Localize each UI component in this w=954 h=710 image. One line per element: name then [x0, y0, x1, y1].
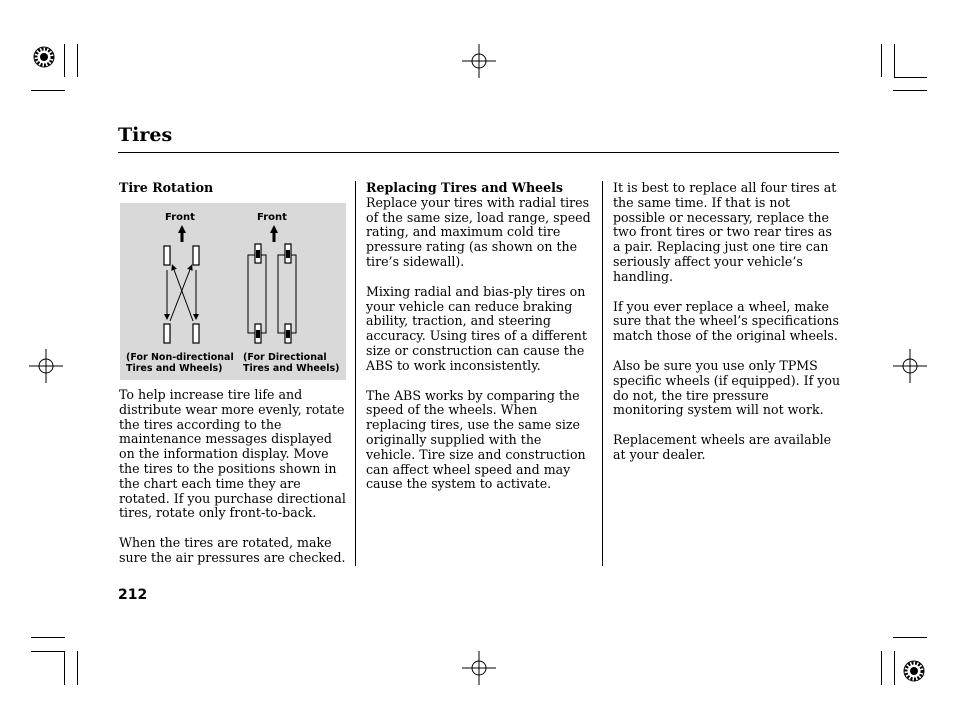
tire-icon [164, 246, 170, 265]
column-tire-rotation-text [119, 388, 347, 581]
tire-icon [164, 324, 170, 343]
front-label: Front [257, 212, 287, 223]
front-arrow-icon [178, 225, 186, 242]
column-tire-rotation [119, 181, 347, 196]
column-divider [355, 181, 356, 566]
section-heading: Replacing Tires and Wheels [366, 180, 564, 195]
crosshair-icon [29, 349, 63, 383]
diagram-caption: Tires and Wheels) [243, 363, 340, 374]
registration-wheel-icon [34, 47, 54, 67]
tire-icon [193, 324, 199, 343]
column-divider [602, 181, 603, 566]
rotation-loops-directional [248, 255, 296, 333]
column-replacing-tires [366, 181, 594, 507]
front-label: Front [165, 212, 195, 223]
paragraph: It is best to replace all four tires at the same time. If that is not possible or necessary, replace the two front tires or two rear tires as a pair. Replacing just one tire can seriously affect your vehicle’s handling. [613, 180, 837, 284]
tire-rotation-diagram [120, 203, 346, 380]
tire-set-directional [255, 244, 291, 343]
page-number: 212 [118, 587, 148, 603]
crosshair-icon [462, 651, 496, 685]
tire-rotation-chart [120, 203, 346, 380]
tire-icon [193, 246, 199, 265]
diagram-caption: (For Directional [243, 352, 327, 363]
tire-set-nondirectional [164, 246, 199, 343]
page-title: Tires [118, 124, 173, 146]
paragraph: When the tires are rotated, make sure the air pressures are checked. [119, 535, 346, 565]
paragraph: Also be sure you use only TPMS specific wheels (if equipped). If you do not, the tire pressure monitoring system will not work. [613, 357, 841, 418]
paragraph: The ABS works by comparing the speed of the wheels. When replacing tires, use the same size originally supplied with the vehicle. Tire size and construction can affect wheel speed and may cause the system to activate. [366, 387, 586, 492]
front-arrow-icon [270, 225, 278, 242]
crosshair-icon [893, 349, 927, 383]
registration-wheel-icon [904, 661, 924, 681]
diagram-caption: (For Non-directional [126, 352, 234, 363]
paragraph: To help increase tire life and distribute wear more evenly, rotate the tires according to the maintenance messages displayed on the information display. Move the tires to the positions shown in the chart each time they are rotated. If you purchase directional tires, rotate only front-to-back. [119, 387, 346, 521]
column-wheels [613, 181, 841, 478]
paragraph: If you ever replace a wheel, make sure that the wheel’s specifications match those of the original wheels. [613, 298, 839, 344]
section-heading: Tire Rotation [119, 180, 214, 195]
crosshair-icon [462, 44, 496, 78]
diagram-caption: Tires and Wheels) [126, 363, 223, 374]
paragraph: Replace your tires with radial tires of the same size, load range, speed rating, and maximum cold tire pressure rating (as shown on the tire’s sidewall). [366, 194, 591, 269]
rotation-arrows-nondirectional [167, 267, 196, 321]
title-rule [118, 152, 839, 153]
paragraph: Mixing radial and bias-ply tires on your vehicle can reduce braking ability, traction, and steering accuracy. Using tires of a different size or construction can cause the ABS to work inconsistently. [366, 283, 587, 373]
paragraph: Replacement wheels are available at your dealer. [613, 432, 832, 462]
